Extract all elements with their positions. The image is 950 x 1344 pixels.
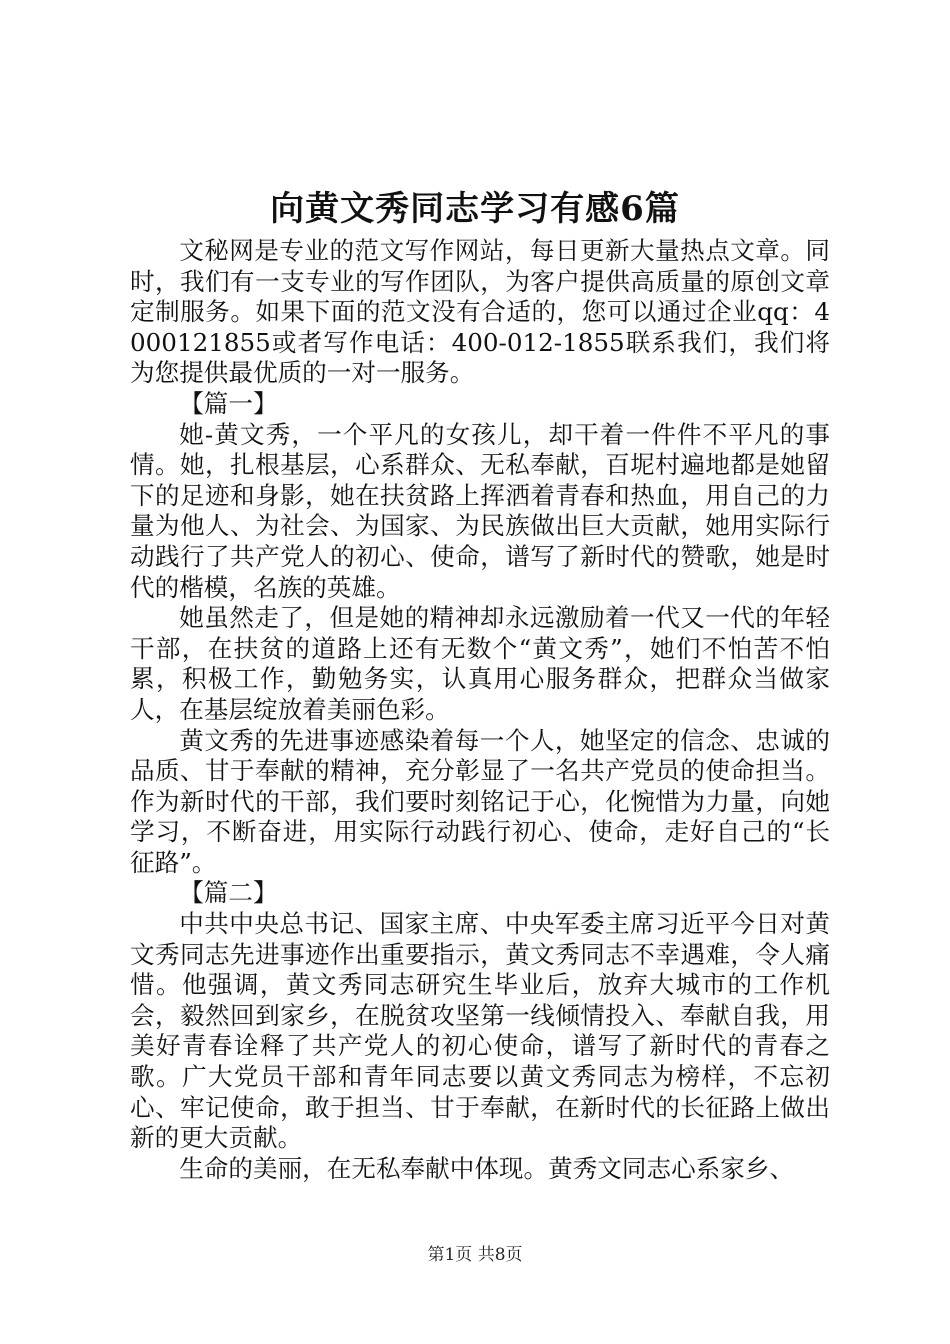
intro-paragraph: 文秘网是专业的范文写作网站，每日更新大量热点文章。同时，我们有一支专业的写作团队，为客户提供高质量的原创文章定制服务。如果下面的范文没有合适的，您可以通过企业qq：4000121855或者写作电话：400-012-1855联系我们，我们将为您提供最优质的一对一服务。	[130, 236, 830, 388]
section-1-paragraph-1: 她-黄文秀，一个平凡的女孩儿，却干着一件件不平凡的事情。她，扎根基层，心系群众、无私奉献，百坭村遍地都是她留下的足迹和身影，她在扶贫路上挥洒着青春和热血，用自己的力量为他人、为社会、为国家、为民族做出巨大贡献，她用实际行动践行了共产党人的初心、使命，谱写了新时代的赞歌，她是时代的楷模，名族的英雄。	[130, 419, 830, 602]
section-heading-1: 【篇一】	[179, 388, 278, 418]
document-body	[130, 236, 830, 1184]
section-heading-2: 【篇二】	[179, 878, 278, 908]
section-1-paragraph-2: 她虽然走了，但是她的精神却永远激励着一代又一代的年轻干部，在扶贫的道路上还有无数个“黄文秀”，她们不怕苦不怕累，积极工作，勤勉务实，认真用心服务群众，把群众当做家人，在基层绽放着美丽色彩。	[130, 603, 830, 724]
page-number-footer: 第1页 共8页	[427, 1245, 523, 1265]
document-title: 向黄文秀同志学习有感6篇	[270, 189, 680, 229]
section-1-paragraph-3: 黄文秀的先进事迹感染着每一个人，她坚定的信念、忠诚的品质、甘于奉献的精神，充分彰显了一名共产党员的使命担当。作为新时代的干部，我们要时刻铭记于心，化惋惜为力量，向她学习，不断奋进，用实际行动践行初心、使命，走好自己的“长征路”。	[130, 725, 830, 877]
section-2-paragraph-1: 中共中央总书记、国家主席、中央军委主席习近平今日对黄文秀同志先进事迹作出重要指示，黄文秀同志不幸遇难，令人痛惜。他强调，黄文秀同志研究生毕业后，放弃大城市的工作机会，毅然回到家乡，在脱贫攻坚第一线倾情投入、奉献自我，用美好青春诠释了共产党人的初心使命，谱写了新时代的青春之歌。广大党员干部和青年同志要以黄文秀同志为榜样，不忘初心、牢记使命，敢于担当、甘于奉献，在新时代的长征路上做出新的更大贡献。	[130, 909, 830, 1153]
section-2-paragraph-2: 生命的美丽，在无私奉献中体现。黄秀文同志心系家乡、	[179, 1153, 795, 1183]
